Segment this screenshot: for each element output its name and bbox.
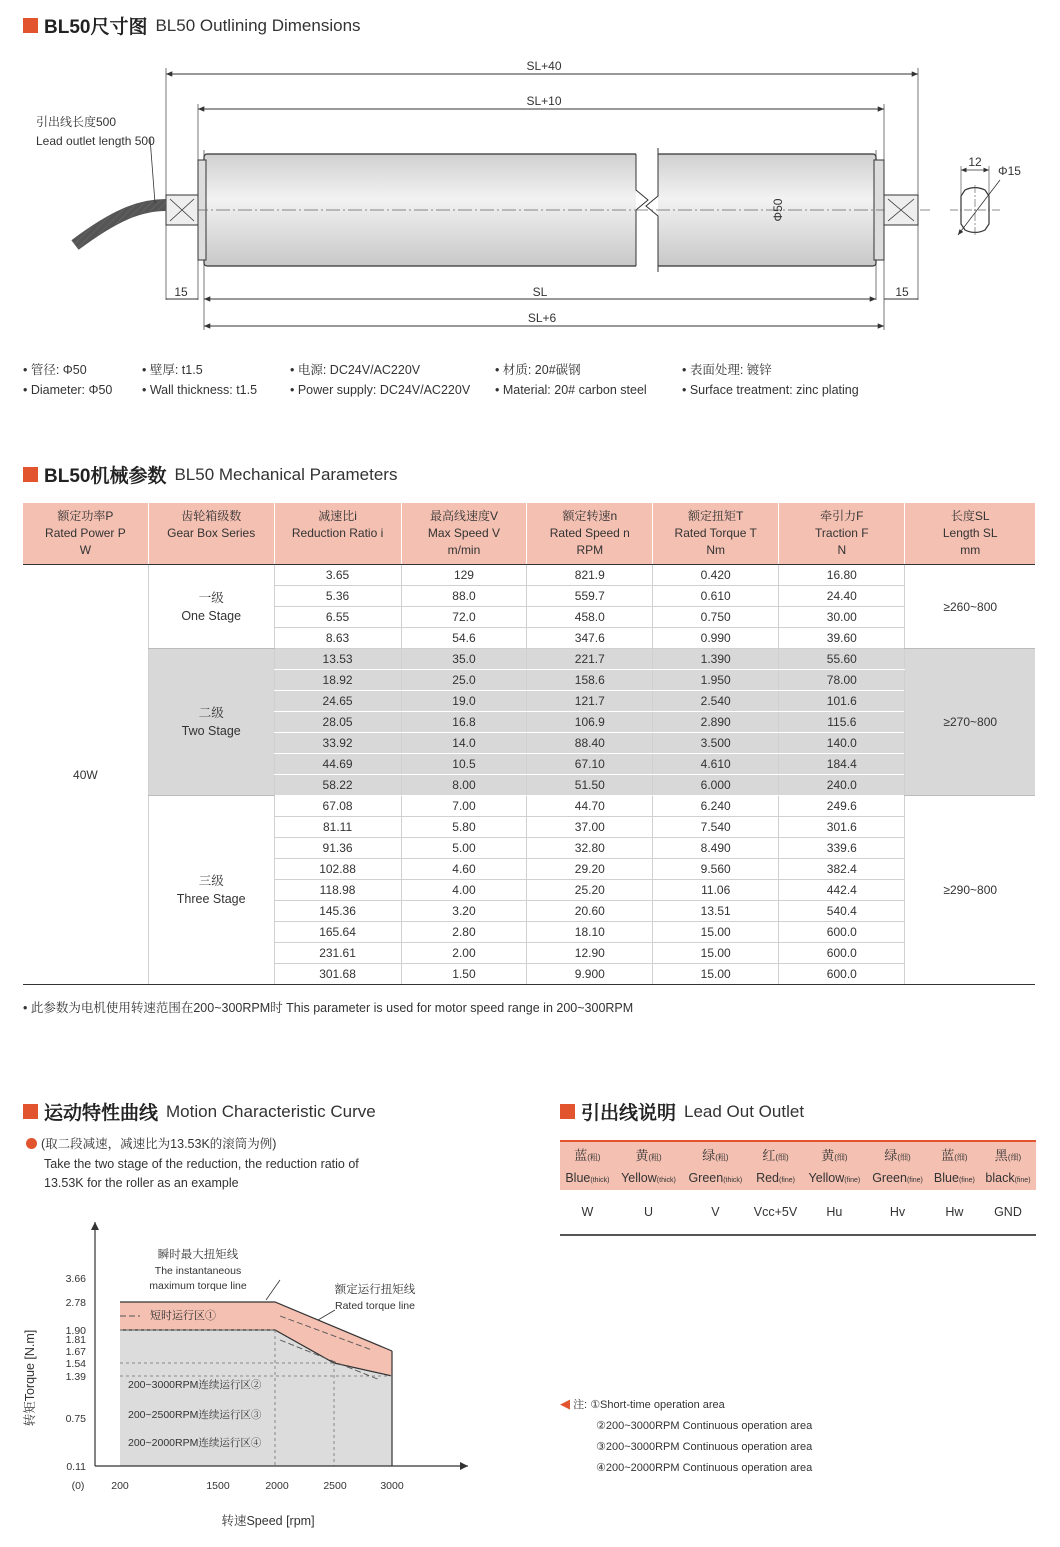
data-cell: 24.65	[274, 691, 401, 712]
stage-cell: 二级 Two Stage	[148, 649, 274, 796]
table-row	[23, 796, 1035, 817]
zone-3-label: 200~2500RPM连续运行区③	[128, 1409, 262, 1421]
section-title-motion: 运动特性曲线 Motion Characteristic Curve	[23, 1098, 376, 1125]
x-tick-label: 200	[111, 1480, 129, 1492]
y-tick-label: 0.75	[65, 1413, 86, 1425]
col-header: 牵引力F Traction F N	[779, 503, 905, 565]
data-cell: 13.51	[653, 901, 779, 922]
lead-color-en: black(fine)	[985, 1171, 1031, 1185]
lead-color-cn: 绿(粗)	[682, 1141, 748, 1166]
leader-line	[266, 1280, 280, 1300]
data-cell: 106.9	[527, 712, 653, 733]
spec-material: • 材质: 20#碳钢 • Material: 20# carbon steel	[495, 363, 647, 397]
data-cell: 6.55	[274, 607, 401, 628]
spec-power: • 电源: DC24V/AC220V • Power supply: DC24V/AC220V	[290, 363, 471, 397]
y-tick-label: 1.81	[65, 1334, 86, 1346]
spec-surface: • 表面处理: 镀锌 • Surface treatment: zinc plating	[682, 363, 859, 397]
data-cell: 1.390	[653, 649, 779, 670]
zone-2-label: 200~3000RPM连续运行区②	[128, 1379, 262, 1391]
data-cell: 4.60	[401, 859, 527, 880]
leader-line	[318, 1310, 335, 1320]
data-cell: 6.240	[653, 796, 779, 817]
lead-color-en: Green(fine)	[872, 1171, 923, 1185]
bullet-dot-icon	[26, 1138, 37, 1149]
annotation-max-cn: 瞬时最大扭矩线	[157, 1249, 239, 1261]
data-cell: 8.490	[653, 838, 779, 859]
data-cell: 102.88	[274, 859, 401, 880]
dim-sl40: SL+40	[526, 59, 562, 73]
data-cell: 3.20	[401, 901, 527, 922]
data-cell: 821.9	[527, 565, 653, 586]
power-cell: 40W	[23, 565, 148, 985]
data-cell: 3.500	[653, 733, 779, 754]
data-cell: 37.00	[527, 817, 653, 838]
data-cell: 32.80	[527, 838, 653, 859]
data-cell: 81.11	[274, 817, 401, 838]
dim-15-right: 15	[895, 285, 909, 299]
data-cell: 221.7	[527, 649, 653, 670]
data-cell: 301.6	[779, 817, 905, 838]
data-cell: 7.00	[401, 796, 527, 817]
y-tick-label: 0.11	[66, 1461, 86, 1473]
lead-color-cn: 黑(细)	[980, 1141, 1036, 1166]
data-cell: 4.610	[653, 754, 779, 775]
data-cell: 540.4	[779, 901, 905, 922]
lead-signal: W	[560, 1190, 615, 1235]
data-cell: 88.0	[401, 586, 527, 607]
lead-length-en: Lead outlet length 500	[36, 134, 155, 148]
data-cell: 240.0	[779, 775, 905, 796]
data-cell: 20.60	[527, 901, 653, 922]
dim-sl: SL	[532, 285, 548, 299]
data-cell: 44.69	[274, 754, 401, 775]
data-cell: 101.6	[779, 691, 905, 712]
y-tick-label: 2.78	[65, 1297, 86, 1309]
data-cell: 8.00	[401, 775, 527, 796]
title-cn: BL50尺寸图	[44, 17, 148, 38]
data-cell: 25.0	[401, 670, 527, 691]
x-axis-arrow-icon	[460, 1462, 468, 1470]
data-cell: 58.22	[274, 775, 401, 796]
data-cell: 91.36	[274, 838, 401, 859]
table-footnote: • 此参数为电机使用转速范围在200~300RPM时 This parameter is used for motor speed range in 200~300RPM	[23, 1001, 634, 1015]
dim-15-left: 15	[174, 285, 188, 299]
data-cell: 88.40	[527, 733, 653, 754]
zone-notes: ◀ 注: ①Short-time operation area ②200~3000RPM Continuous operation area ③200~3000RPM Continuous operation area ④200~2000RPM Continuous operation area	[560, 1396, 813, 1474]
data-cell: 78.00	[779, 670, 905, 691]
data-cell: 2.00	[401, 943, 527, 964]
data-cell: 72.0	[401, 607, 527, 628]
data-cell: 158.6	[527, 670, 653, 691]
y-axis-arrow-icon	[91, 1222, 99, 1230]
data-cell: 2.540	[653, 691, 779, 712]
data-cell: 16.80	[779, 565, 905, 586]
stage-cell: 一级 One Stage	[148, 565, 274, 649]
y-axis-label: 转矩Torque [N.m]	[23, 1329, 37, 1427]
data-cell: 28.05	[274, 712, 401, 733]
y-tick-label: 1.90	[65, 1325, 86, 1337]
lead-color-en: Blue(fine)	[933, 1171, 975, 1185]
y-tick-label: 1.39	[65, 1371, 86, 1383]
lead-color-en: Yellow(thick)	[621, 1171, 676, 1185]
data-cell: 382.4	[779, 859, 905, 880]
data-cell: 0.420	[653, 565, 779, 586]
lead-signal: V	[682, 1190, 748, 1235]
data-cell: 18.10	[527, 922, 653, 943]
data-cell: 5.80	[401, 817, 527, 838]
data-cell: 55.60	[779, 649, 905, 670]
col-header: 齿轮箱级数 Gear Box Series	[148, 503, 274, 565]
data-cell: 1.950	[653, 670, 779, 691]
data-cell: 145.36	[274, 901, 401, 922]
data-cell: 442.4	[779, 880, 905, 901]
lead-color-cn: 黄(细)	[803, 1141, 867, 1166]
data-cell: 30.00	[779, 607, 905, 628]
data-cell: 249.6	[779, 796, 905, 817]
dimension-drawing	[0, 0, 1060, 340]
annotation-max-en1: The instantaneous	[154, 1265, 242, 1277]
lead-signal: U	[615, 1190, 682, 1235]
data-cell: 600.0	[779, 943, 905, 964]
dim-phi15: Φ15	[998, 164, 1021, 178]
data-cell: 15.00	[653, 943, 779, 964]
data-cell: 16.8	[401, 712, 527, 733]
data-cell: 121.7	[527, 691, 653, 712]
data-cell: 9.900	[527, 964, 653, 985]
data-cell: 0.610	[653, 586, 779, 607]
data-cell: 600.0	[779, 922, 905, 943]
col-header: 长度SL Length SL mm	[905, 503, 1035, 565]
col-header: 减速比i Reduction Ratio i	[274, 503, 401, 565]
data-cell: 18.92	[274, 670, 401, 691]
length-cell: ≥290~800	[905, 796, 1035, 985]
data-cell: 347.6	[527, 628, 653, 649]
lead-color-cn: 蓝(细)	[929, 1141, 980, 1166]
zone-4-label: 200~2000RPM连续运行区④	[128, 1437, 262, 1449]
data-cell: 6.000	[653, 775, 779, 796]
table-row	[23, 649, 1035, 670]
data-cell: 15.00	[653, 964, 779, 985]
mechanical-params-table	[23, 503, 1035, 985]
x-tick-label: 3000	[380, 1480, 404, 1492]
lead-color-cn: 绿(细)	[866, 1141, 929, 1166]
length-cell: ≥270~800	[905, 649, 1035, 796]
data-cell: 44.70	[527, 796, 653, 817]
length-cell: ≥260~800	[905, 565, 1035, 649]
lead-color-en: Green(thick)	[688, 1171, 743, 1185]
data-cell: 1.50	[401, 964, 527, 985]
data-cell: 11.06	[653, 880, 779, 901]
data-cell: 339.6	[779, 838, 905, 859]
dim-phi50: Φ50	[771, 198, 785, 222]
note-arrow-icon: ◀	[560, 1396, 570, 1411]
spec-diameter: • 管径: Φ50 • Diameter: Φ50	[23, 363, 113, 397]
x-tick-label: 2000	[265, 1480, 289, 1492]
x-tick-label: 1500	[206, 1480, 230, 1492]
x-tick-label: 2500	[323, 1480, 347, 1492]
data-cell: 301.68	[274, 964, 401, 985]
y-tick-label: 1.67	[65, 1346, 86, 1358]
lead-signal: GND	[980, 1190, 1036, 1235]
data-cell: 33.92	[274, 733, 401, 754]
data-cell: 4.00	[401, 880, 527, 901]
data-cell: 140.0	[779, 733, 905, 754]
lead-signal: Hv	[866, 1190, 929, 1235]
data-cell: 7.540	[653, 817, 779, 838]
lead-color-cn: 蓝(粗)	[560, 1141, 615, 1166]
lead-color-cn: 黄(粗)	[615, 1141, 682, 1166]
data-cell: 15.00	[653, 922, 779, 943]
motion-note: (取二段减速，减速比为13.53K的滚筒为例) Take the two stage of the reduction, the reduction ratio of 13.53K for the roller as an example	[26, 1135, 359, 1194]
lead-color-en: Blue(thick)	[565, 1171, 610, 1185]
lead-color-en: Red(fine)	[756, 1171, 795, 1185]
y-tick-label: 3.66	[65, 1273, 86, 1285]
data-cell: 10.5	[401, 754, 527, 775]
data-cell: 115.6	[779, 712, 905, 733]
data-cell: 14.0	[401, 733, 527, 754]
data-cell: 600.0	[779, 964, 905, 985]
col-header: 额定扭矩T Rated Torque T Nm	[653, 503, 779, 565]
lead-color-cn: 红(细)	[749, 1141, 803, 1166]
data-cell: 13.53	[274, 649, 401, 670]
data-cell: 2.80	[401, 922, 527, 943]
data-cell: 165.64	[274, 922, 401, 943]
motion-curve-chart	[0, 1210, 520, 1540]
col-header: 最高线速度V Max Speed V m/min	[401, 503, 527, 565]
data-cell: 39.60	[779, 628, 905, 649]
data-cell: 559.7	[527, 586, 653, 607]
data-cell: 2.890	[653, 712, 779, 733]
x-tick-label: (0)	[71, 1480, 85, 1492]
y-tick-label: 1.54	[65, 1358, 86, 1370]
stage-cell: 三级 Three Stage	[148, 796, 274, 985]
data-cell: 12.90	[527, 943, 653, 964]
data-cell: 51.50	[527, 775, 653, 796]
zone-1-label: 短时运行区①	[150, 1310, 216, 1322]
section-title-mechanical: BL50机械参数 BL50 Mechanical Parameters	[23, 461, 397, 488]
data-cell: 0.750	[653, 607, 779, 628]
data-cell: 5.00	[401, 838, 527, 859]
lead-signal: Hu	[803, 1190, 867, 1235]
annotation-rated-en: Rated torque line	[335, 1300, 415, 1312]
lead-signal: Vcc+5V	[749, 1190, 803, 1235]
annotation-max-en2: maximum torque line	[149, 1280, 247, 1292]
data-cell: 67.10	[527, 754, 653, 775]
table-row	[23, 565, 1035, 586]
data-cell: 231.61	[274, 943, 401, 964]
data-cell: 184.4	[779, 754, 905, 775]
lead-color-en: Yellow(fine)	[808, 1171, 861, 1185]
col-header: 额定功率P Rated Power P W	[23, 503, 148, 565]
data-cell: 129	[401, 565, 527, 586]
data-cell: 5.36	[274, 586, 401, 607]
dim-sl10: SL+10	[526, 94, 562, 108]
lead-out-table	[560, 1140, 1036, 1236]
data-cell: 8.63	[274, 628, 401, 649]
lead-signal: Hw	[929, 1190, 980, 1235]
title-en: BL50 Outlining Dimensions	[155, 15, 361, 35]
dim-sl6: SL+6	[527, 311, 557, 325]
data-cell: 25.20	[527, 880, 653, 901]
data-cell: 54.6	[401, 628, 527, 649]
data-cell: 3.65	[274, 565, 401, 586]
annotation-rated-cn: 额定运行扭矩线	[334, 1284, 416, 1296]
data-cell: 458.0	[527, 607, 653, 628]
dim-12: 12	[968, 155, 982, 169]
data-cell: 24.40	[779, 586, 905, 607]
col-header: 额定转速n Rated Speed n RPM	[527, 503, 653, 565]
data-cell: 67.08	[274, 796, 401, 817]
data-cell: 35.0	[401, 649, 527, 670]
lead-length-cn: 引出线长度500	[36, 115, 117, 129]
data-cell: 0.990	[653, 628, 779, 649]
data-cell: 19.0	[401, 691, 527, 712]
spec-wall: • 壁厚: t1.5 • Wall thickness: t1.5	[142, 363, 258, 397]
x-axis-label: 转速Speed [rpm]	[221, 1514, 315, 1528]
data-cell: 9.560	[653, 859, 779, 880]
data-cell: 29.20	[527, 859, 653, 880]
data-cell: 118.98	[274, 880, 401, 901]
section-title-lead: 引出线说明 Lead Out Outlet	[560, 1098, 804, 1125]
